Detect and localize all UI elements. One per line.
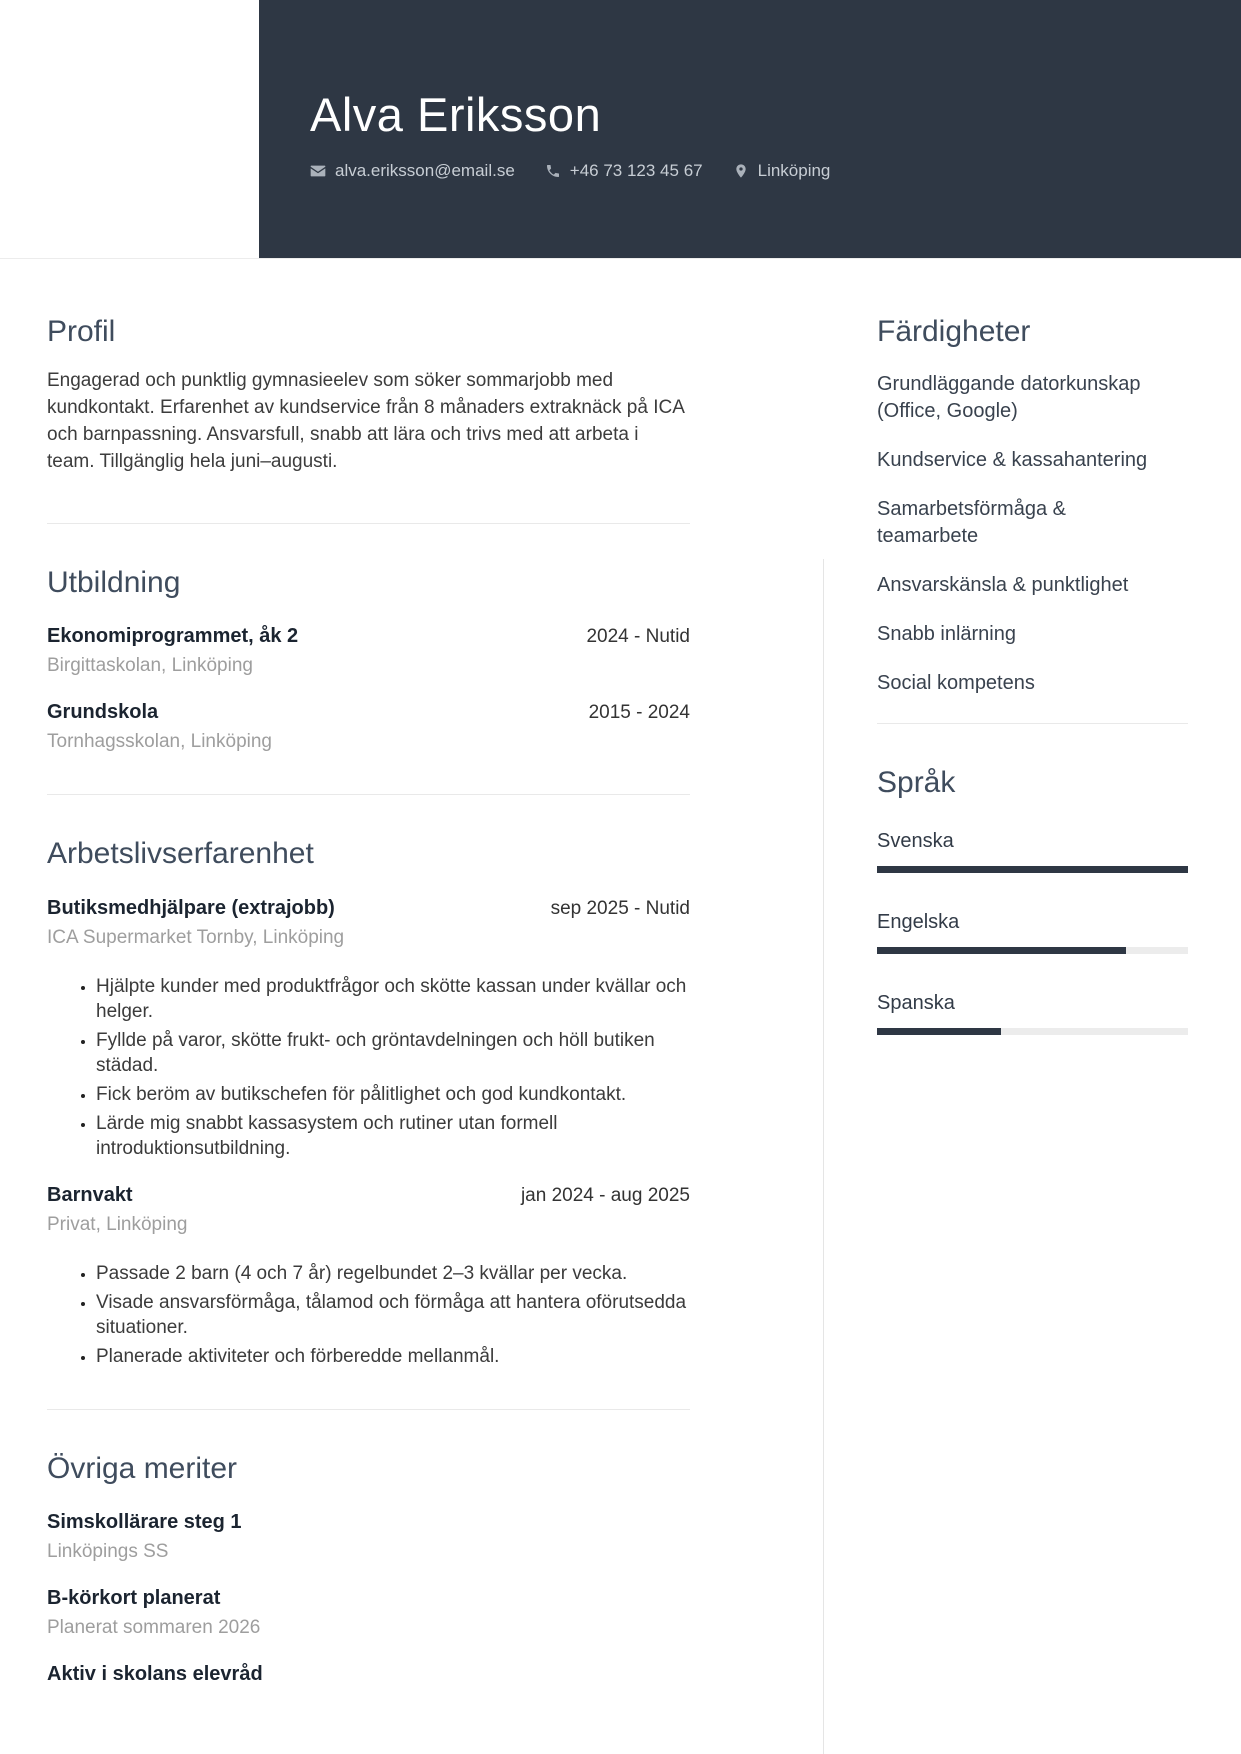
experience-bullet: • Fick beröm av butikschefen för pålitlighet och god kundkontakt.	[96, 1082, 690, 1107]
skill-item: Ansvarskänsla & punktlighet	[877, 574, 1129, 597]
contact-email-text: alva.eriksson@email.se	[335, 161, 515, 181]
experience-entry	[47, 896, 690, 1161]
experience-bullet: • Planerade aktiviteter och förberedde mellanmål.	[96, 1344, 690, 1369]
header-banner	[259, 0, 1241, 258]
experience-entry-title: Butiksmedhjälpare (extrajobb)	[47, 896, 335, 919]
experience-bullet: • Lärde mig snabbt kassasystem och rutiner utan formell introduktionsutbildning.	[96, 1111, 690, 1161]
profile-text: Engagerad och punktlig gymnasieelev som söker sommarjobb med kundkontakt. Erfarenhet av kundservice från 8 månaders extraknäck på ICA och barnpassning. Ansvarsfull, snabb att lära och trivs med att arbeta i team. Tillgänglig hela juni–augusti.	[47, 370, 684, 473]
skill-item: Grundläggande datorkunskap (Office, Google)	[877, 373, 1141, 423]
merits-heading: Övriga meriter	[47, 1451, 238, 1485]
section-divider	[47, 1409, 690, 1410]
language-item	[877, 909, 1188, 954]
skills-list	[877, 371, 1188, 697]
education-entry-subtitle: Tornhagsskolan, Linköping	[47, 731, 272, 753]
language-item	[877, 828, 1188, 873]
skill-item: Kundservice & kassahantering	[877, 449, 1148, 472]
language-level-bar	[877, 1028, 1188, 1035]
experience-bullet-list	[47, 1261, 690, 1369]
merit-entry-subtitle: Linköpings SS	[47, 1540, 169, 1562]
merit-entry	[47, 1586, 690, 1640]
section-divider	[877, 723, 1188, 724]
language-name: Spanska	[877, 992, 955, 1015]
contact-row	[310, 161, 1201, 181]
language-level-bar	[877, 866, 1188, 873]
experience-heading: Arbetslivserfarenhet	[47, 837, 314, 871]
skill-item: Samarbetsförmåga & teamarbete	[877, 498, 1066, 548]
merit-entry-title: B-körkort planerat	[47, 1586, 221, 1609]
education-entry-subtitle: Birgittaskolan, Linköping	[47, 655, 253, 677]
language-name: Engelska	[877, 911, 960, 934]
experience-bullet: • Fyllde på varor, skötte frukt- och gröntavdelningen och höll butiken städad.	[96, 1028, 690, 1078]
experience-entry-date: jan 2024 - aug 2025	[520, 1184, 690, 1206]
languages-heading: Språk	[877, 766, 956, 800]
experience-bullet: • Hjälpte kunder med produktfrågor och skötte kassan under kvällar och helger.	[96, 974, 690, 1024]
education-entry-title: Grundskola	[47, 701, 159, 724]
merit-entry	[47, 1510, 690, 1564]
language-level-fill	[877, 1028, 1001, 1035]
contact-phone-text: +46 73 123 45 67	[569, 161, 703, 181]
merit-entry	[47, 1662, 690, 1687]
education-entry-date: 2015 - 2024	[588, 702, 690, 724]
contact-phone	[545, 161, 703, 181]
education-entry-title: Ekonomiprogrammet, åk 2	[47, 625, 299, 648]
envelope-icon	[310, 163, 326, 179]
experience-entry-title: Barnvakt	[47, 1183, 133, 1206]
experience-entry	[47, 1183, 690, 1369]
language-item	[877, 990, 1188, 1035]
experience-entry-subtitle: ICA Supermarket Tornby, Linköping	[47, 926, 345, 948]
phone-icon	[545, 163, 561, 179]
education-entry	[47, 700, 690, 754]
column-divider-line	[823, 559, 824, 1754]
merit-entry-subtitle: Planerat sommaren 2026	[47, 1616, 261, 1638]
skill-item: Social kompetens	[877, 672, 1035, 695]
section-divider	[47, 794, 690, 795]
language-level-fill	[877, 947, 1126, 954]
experience-bullet: • Visade ansvarsförmåga, tålamod och förmåga att hantera oförutsedda situationer.	[96, 1290, 690, 1340]
language-name: Svenska	[877, 830, 954, 853]
experience-entry-date: sep 2025 - Nutid	[550, 897, 690, 919]
education-entry-date: 2024 - Nutid	[586, 626, 690, 648]
section-divider	[47, 523, 690, 524]
education-entry	[47, 624, 690, 678]
merit-entry-title: Aktiv i skolans elevråd	[47, 1662, 263, 1685]
contact-location	[733, 161, 831, 181]
person-name: Alva Eriksson	[310, 88, 602, 141]
skills-heading: Färdigheter	[877, 315, 1031, 348]
location-pin-icon	[733, 163, 749, 179]
right-column	[877, 259, 1188, 1035]
experience-bullet-list	[47, 974, 690, 1161]
language-level-fill	[877, 866, 1188, 873]
merit-entry-title: Simskollärare steg 1	[47, 1510, 242, 1533]
experience-bullet: • Passade 2 barn (4 och 7 år) regelbundet 2–3 kvällar per vecka.	[96, 1261, 690, 1286]
left-column	[47, 259, 690, 1691]
profile-heading: Profil	[47, 315, 116, 348]
education-heading: Utbildning	[47, 566, 181, 600]
language-level-bar	[877, 947, 1188, 954]
experience-entry-subtitle: Privat, Linköping	[47, 1213, 188, 1235]
contact-email	[310, 161, 515, 181]
contact-location-text: Linköping	[757, 161, 831, 181]
skill-item: Snabb inlärning	[877, 623, 1016, 646]
